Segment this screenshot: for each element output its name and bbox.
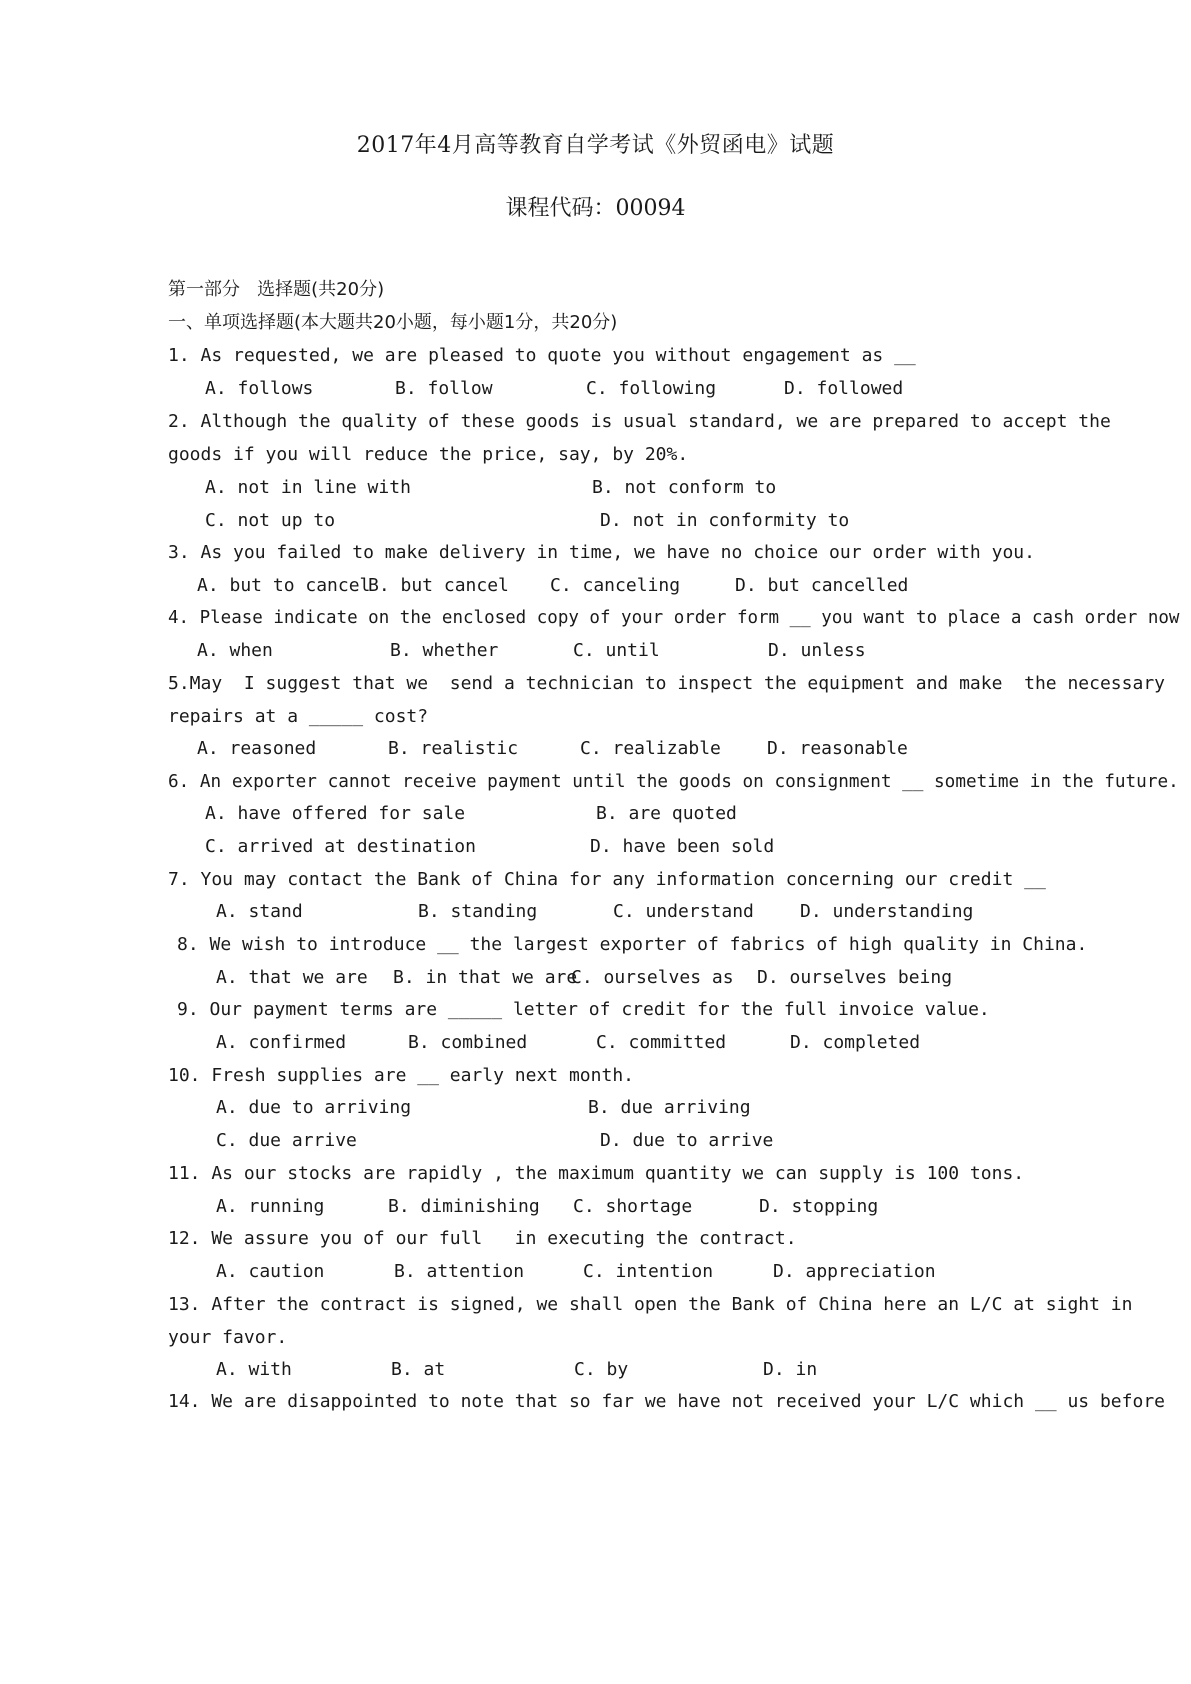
q12-option-b: B. attention [394, 1261, 525, 1282]
question-14: 14. We are disappointed to note that so far we have not received your L/C which __ us before [168, 1391, 1165, 1412]
question-5-line-2: repairs at a _____ cost? [168, 706, 429, 727]
q12-option-d: D. appreciation [773, 1261, 936, 1282]
q3-option-c: C. canceling [550, 575, 681, 596]
q5-option-c: C. realizable [580, 738, 721, 759]
q6-option-c: C. arrived at destination [205, 836, 476, 857]
section-part-heading: 第一部分 选择题(共20分) [168, 279, 385, 300]
q11-option-a: A. running [216, 1196, 325, 1217]
q9-option-a: A. confirmed [216, 1032, 347, 1053]
q1-option-c: C. following [586, 378, 717, 399]
q13-option-b: B. at [391, 1359, 446, 1380]
q13-option-c: C. by [574, 1359, 629, 1380]
question-5-line-1: 5.May I suggest that we send a technician to inspect the equipment and make the necessary [168, 673, 1165, 694]
exam-title: 2017年4月高等教育自学考试《外贸函电》试题 [356, 133, 835, 158]
q2-option-a: A. not in line with [205, 477, 411, 498]
q7-option-c: C. understand [613, 901, 754, 922]
q2-option-c: C. not up to [205, 510, 336, 531]
q11-option-b: B. diminishing [388, 1196, 540, 1217]
question-4: 4. Please indicate on the enclosed copy of your order form __ you want to place a cash order now [168, 608, 1180, 628]
section-instruction: 一、单项选择题(本大题共20小题，每小题1分，共20分) [168, 312, 618, 333]
q4-option-b: B. whether [390, 640, 499, 661]
q1-option-b: B. follow [395, 378, 493, 399]
q10-option-b: B. due arriving [588, 1097, 751, 1118]
course-code: 课程代码：00094 [505, 196, 686, 221]
q4-option-d: D. unless [768, 640, 866, 661]
question-8: 8. We wish to introduce __ the largest exporter of fabrics of high quality in China. [177, 934, 1088, 955]
question-13-line-2: your favor. [168, 1327, 288, 1348]
q13-option-d: D. in [763, 1359, 818, 1380]
question-13-line-1: 13. After the contract is signed, we shall open the Bank of China here an L/C at sight in [168, 1294, 1133, 1315]
q1-option-d: D. followed [784, 378, 904, 399]
q3-option-b: B. but cancel [368, 575, 509, 596]
q3-option-d: D. but cancelled [735, 575, 909, 596]
q6-option-a: A. have offered for sale [205, 803, 466, 824]
q9-option-b: B. combined [408, 1032, 528, 1053]
question-6: 6. An exporter cannot receive payment until the goods on consignment __ sometime in the future. [168, 772, 1179, 792]
q1-option-a: A. follows [205, 378, 314, 399]
q10-option-a: A. due to arriving [216, 1097, 412, 1118]
q12-option-a: A. caution [216, 1261, 325, 1282]
q2-option-b: B. not conform to [592, 477, 777, 498]
q10-option-d: D. due to arrive [600, 1130, 774, 1151]
q6-option-d: D. have been sold [590, 836, 775, 857]
question-3: 3. As you failed to make delivery in time, we have no choice our order with you. [168, 542, 1035, 563]
question-2-line-1: 2. Although the quality of these goods is usual standard, we are prepared to accept the [168, 411, 1111, 432]
question-2-line-2: goods if you will reduce the price, say, by 20%. [168, 444, 689, 465]
q9-option-d: D. completed [790, 1032, 921, 1053]
question-11: 11. As our stocks are rapidly , the maximum quantity we can supply is 100 tons. [168, 1163, 1025, 1184]
q8-option-a: A. that we are [216, 967, 368, 988]
q7-option-b: B. standing [418, 901, 538, 922]
q11-option-d: D. stopping [759, 1196, 879, 1217]
q8-option-b: B. in that we are [393, 967, 578, 988]
question-9: 9. Our payment terms are _____ letter of credit for the full invoice value. [177, 999, 990, 1020]
q11-option-c: C. shortage [573, 1196, 693, 1217]
q7-option-a: A. stand [216, 901, 303, 922]
q3-option-a: A. but to cancel [197, 575, 371, 596]
question-1: 1. As requested, we are pleased to quote you without engagement as __ [168, 345, 916, 366]
q12-option-c: C. intention [583, 1261, 714, 1282]
q5-option-d: D. reasonable [767, 738, 908, 759]
q8-option-d: D. ourselves being [757, 967, 953, 988]
q2-option-d: D. not in conformity to [600, 510, 850, 531]
question-12: 12. We assure you of our full in executing the contract. [168, 1228, 797, 1249]
q8-option-c: C. ourselves as [571, 967, 734, 988]
question-7: 7. You may contact the Bank of China for any information concerning our credit __ [168, 869, 1046, 890]
q5-option-b: B. realistic [388, 738, 519, 759]
q10-option-c: C. due arrive [216, 1130, 357, 1151]
q5-option-a: A. reasoned [197, 738, 317, 759]
q13-option-a: A. with [216, 1359, 292, 1380]
q4-option-c: C. until [573, 640, 660, 661]
q4-option-a: A. when [197, 640, 273, 661]
q6-option-b: B. are quoted [596, 803, 737, 824]
question-10: 10. Fresh supplies are __ early next month. [168, 1065, 634, 1086]
q9-option-c: C. committed [596, 1032, 727, 1053]
q7-option-d: D. understanding [800, 901, 974, 922]
